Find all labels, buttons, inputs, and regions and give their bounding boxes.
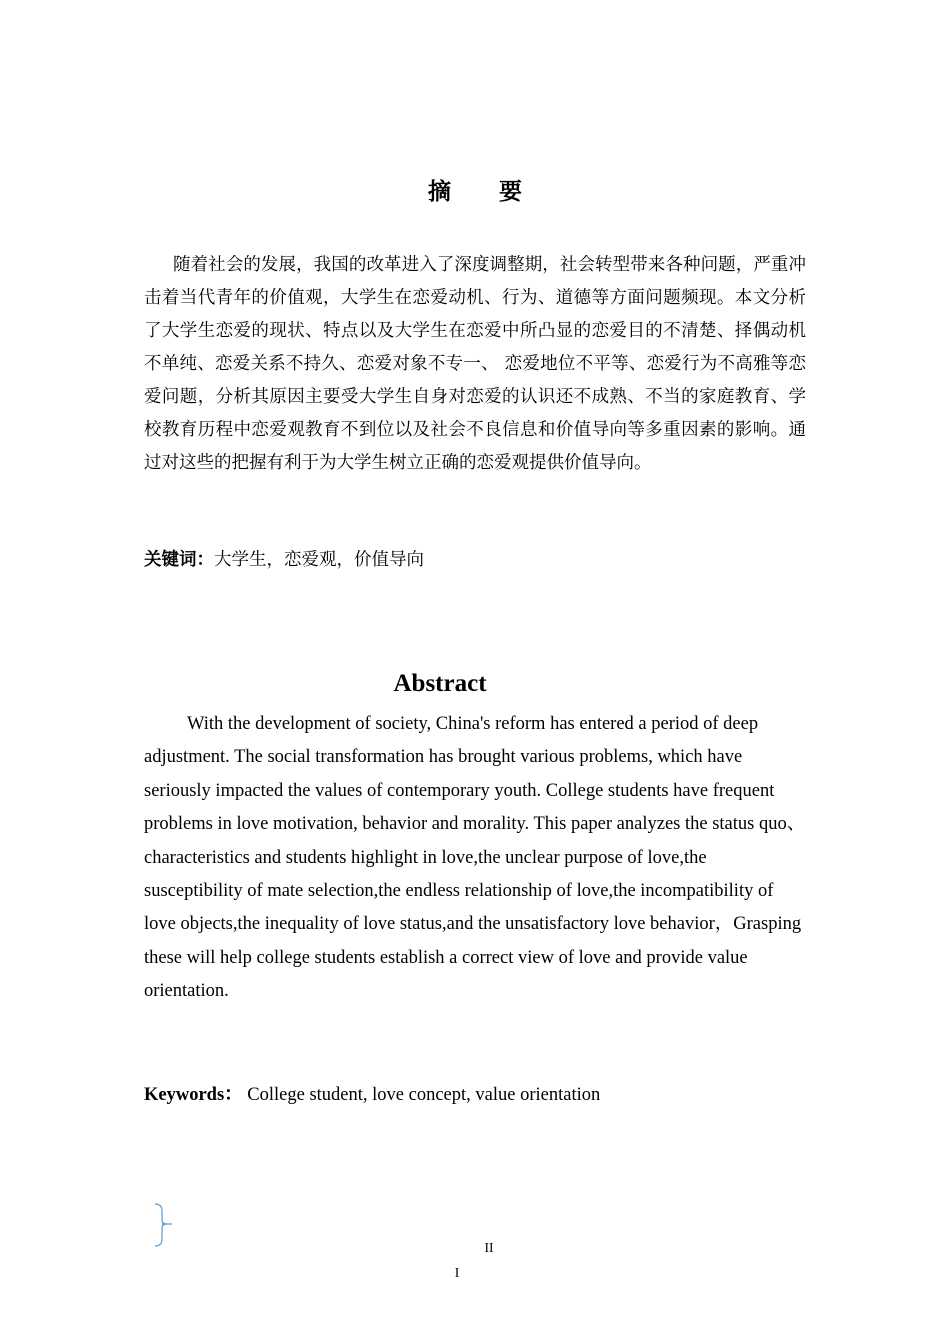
page-number-lower: I: [454, 1265, 460, 1280]
chinese-keywords-text: 大学生，恋爱观，价值导向: [214, 550, 424, 570]
chinese-abstract-body: 随着社会的发展，我国的改革进入了深度调整期，社会转型带来各种问题，严重冲击着当代青年的价值观，大学生在恋爱动机、行为、道德等方面问题频现。本文分析了大学生恋爱的现状、特点以及大学生在恋爱中所凸显的恋爱目的不清楚、择偶动机不单纯、恋爱关系不持久、恋爱对象不专一、 恋爱地位不平等、恋爱行为不高雅等恋爱问题，分析其原因主要受大学生自身对恋爱的认识还不成熟、不当的家庭教育、学校教育历程中恋爱观教育不到位以及社会不良信息和价值导向等多重因素的影响。通过对这些的把握有利于为大学生树立正确的恋爱观提供价值导向。: [144, 255, 806, 473]
chinese-abstract-title: 摘要: [428, 179, 570, 205]
english-abstract-body: With the development of society, China's reform has entered a period of deep adjustment. The social transformation has brought various problems, which have seriously impacted the values of contemporary youth. College students have frequent problems in love motivation, behavior and morality. This paper analyzes the status quo、characteristics and students highlight in love,the unclear purpose of love,the susceptibility of mate selection,the endless relationship of love,the incompatibility of love objects,the inequality of love status,and the unsatisfactory love behavior，Grasping these will help college students establish a correct view of love and provide value orientation.: [144, 714, 806, 1002]
page-number-upper: II: [484, 1240, 494, 1255]
chinese-keywords-label: 关键词：: [144, 550, 214, 570]
english-keywords-text: College student, love concept, value orientation: [247, 1085, 601, 1105]
chinese-keywords-line: [144, 545, 806, 575]
english-abstract-title: Abstract: [393, 670, 487, 697]
english-keywords-line: [144, 1080, 806, 1110]
comment-bracket-icon: [150, 1202, 174, 1248]
english-keywords-label: Keywords：: [144, 1085, 243, 1105]
